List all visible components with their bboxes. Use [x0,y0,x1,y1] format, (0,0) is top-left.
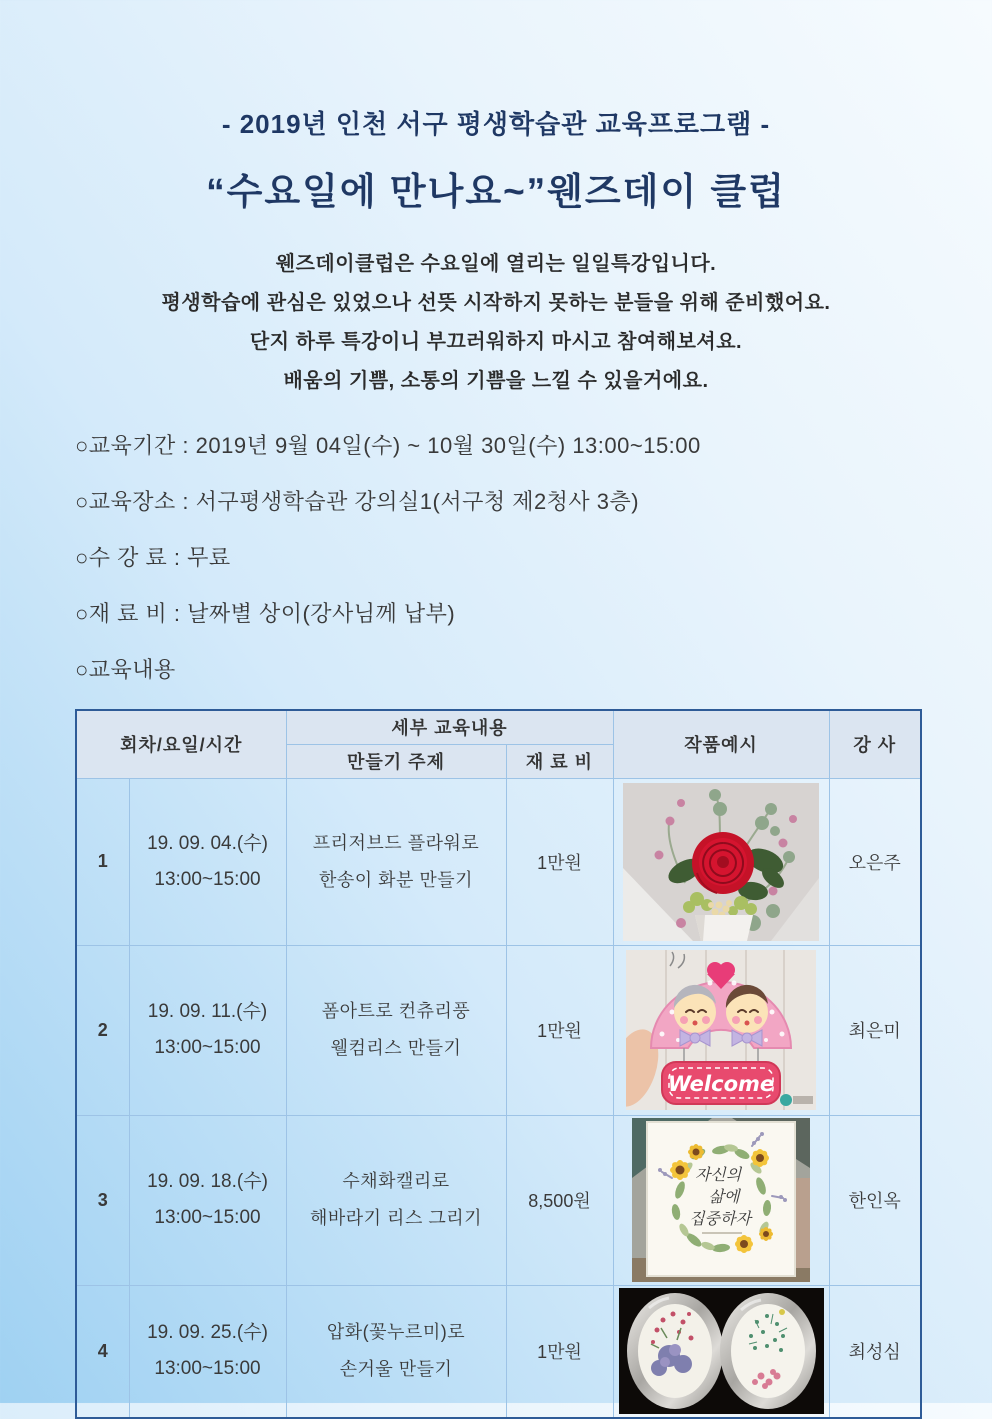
foam-art-welcome-photo [614,950,829,1110]
instructor-name: 최성심 [829,1285,921,1418]
session-date: 19. 09. 18.(수) [147,1171,268,1192]
col-header-round-day-time: 회차/요일/시간 [76,710,286,778]
topic-cell [286,1285,506,1418]
session-time: 13:00~15:00 [154,1358,261,1380]
col-header-fee: 재 료 비 [506,744,613,778]
svg-text:삶에: 삶에 [708,1187,740,1206]
topic-cell [286,1115,506,1285]
date-time-cell [129,778,286,945]
topic-line: 한송이 화분 만들기 [318,869,474,890]
info-item-contents: ○교육내용 [75,657,176,682]
intro-line: 웬즈데이클럽은 수요일에 열리는 일일특강입니다. [275,253,717,275]
info-item-tuition: ○수 강 료 : 무료 [75,545,231,570]
artwork-cell [613,778,829,945]
fee-cell: 1만원 [506,945,613,1115]
date-time-cell [129,945,286,1115]
topic-line: 해바라기 리스 그리기 [310,1208,482,1228]
artwork-cell [613,1115,829,1285]
date-time-cell [129,1115,286,1285]
sunflower-wreath-calligraphy-photo [614,1118,829,1282]
table-row [76,778,921,945]
topic-line: 프리저브드 플라워로 [312,832,480,853]
col-header-topic: 만들기 주제 [286,744,506,778]
info-item-material-fee: ○재 료 비 : 날짜별 상이(강사님께 납부) [75,601,456,626]
pressed-flower-mirrors-photo [614,1288,829,1414]
session-date: 19. 09. 04.(수) [147,832,268,854]
round-number: 2 [76,945,129,1115]
artwork-cell [613,1285,829,1418]
table-row [76,1285,921,1418]
instructor-name: 한인옥 [829,1115,921,1285]
svg-text:Welcome: Welcome [667,1072,775,1096]
info-list [75,429,992,684]
topic-line: 압화(꽃누르미)로 [326,1322,466,1343]
schedule-table [75,709,922,1419]
session-date: 19. 09. 25.(수) [147,1322,268,1344]
intro-paragraph [0,245,992,401]
fee-cell: 8,500원 [506,1115,613,1285]
date-time-cell [129,1285,286,1418]
info-item-place: ○교육장소 : 서구평생학습관 강의실1(서구청 제2청사 3층) [75,489,640,514]
intro-line: 단지 하루 특강이니 부끄러워하지 마시고 참여해보셔요. [249,331,743,353]
topic-line: 웰컴리스 만들기 [330,1038,462,1058]
topic-cell [286,945,506,1115]
topic-cell [286,778,506,945]
table-row [76,945,921,1115]
program-title: “수요일에 만나요~”웬즈데이 클럽 [206,171,786,212]
session-time: 13:00~15:00 [154,868,261,890]
svg-text:자신의: 자신의 [694,1165,742,1184]
fee-cell: 1만원 [506,778,613,945]
program-subtitle: - 2019년 인천 서구 평생학습관 교육프로그램 - [221,109,771,139]
intro-line: 배움의 기쁨, 소통의 기쁨을 느낄 수 있을거에요. [283,370,709,392]
info-item-period: ○교육기간 : 2019년 9월 04일(수) ~ 10월 30일(수) 13:00~15:00 [75,433,701,458]
topic-line: 폼아트로 컨츄리풍 [321,1001,471,1021]
topic-line: 손거울 만들기 [339,1359,453,1380]
svg-text:집중하자: 집중하자 [689,1209,751,1228]
preserved-flower-photo [614,783,829,941]
col-header-artwork: 작품예시 [613,710,829,778]
session-time: 13:00~15:00 [154,1037,261,1058]
artwork-cell [613,945,829,1115]
topic-line: 수채화캘리로 [342,1171,450,1191]
session-time: 13:00~15:00 [154,1207,261,1228]
instructor-name: 오은주 [829,778,921,945]
table-row [76,1115,921,1285]
col-header-detail: 세부 교육내용 [286,710,613,744]
round-number: 1 [76,778,129,945]
intro-line: 평생학습에 관심은 있었으나 선뜻 시작하지 못하는 분들을 위해 준비했어요. [161,292,831,314]
round-number: 4 [76,1285,129,1418]
col-header-instructor: 강 사 [829,710,921,778]
instructor-name: 최은미 [829,945,921,1115]
session-date: 19. 09. 11.(수) [147,1001,268,1022]
round-number: 3 [76,1115,129,1285]
fee-cell: 1만원 [506,1285,613,1418]
